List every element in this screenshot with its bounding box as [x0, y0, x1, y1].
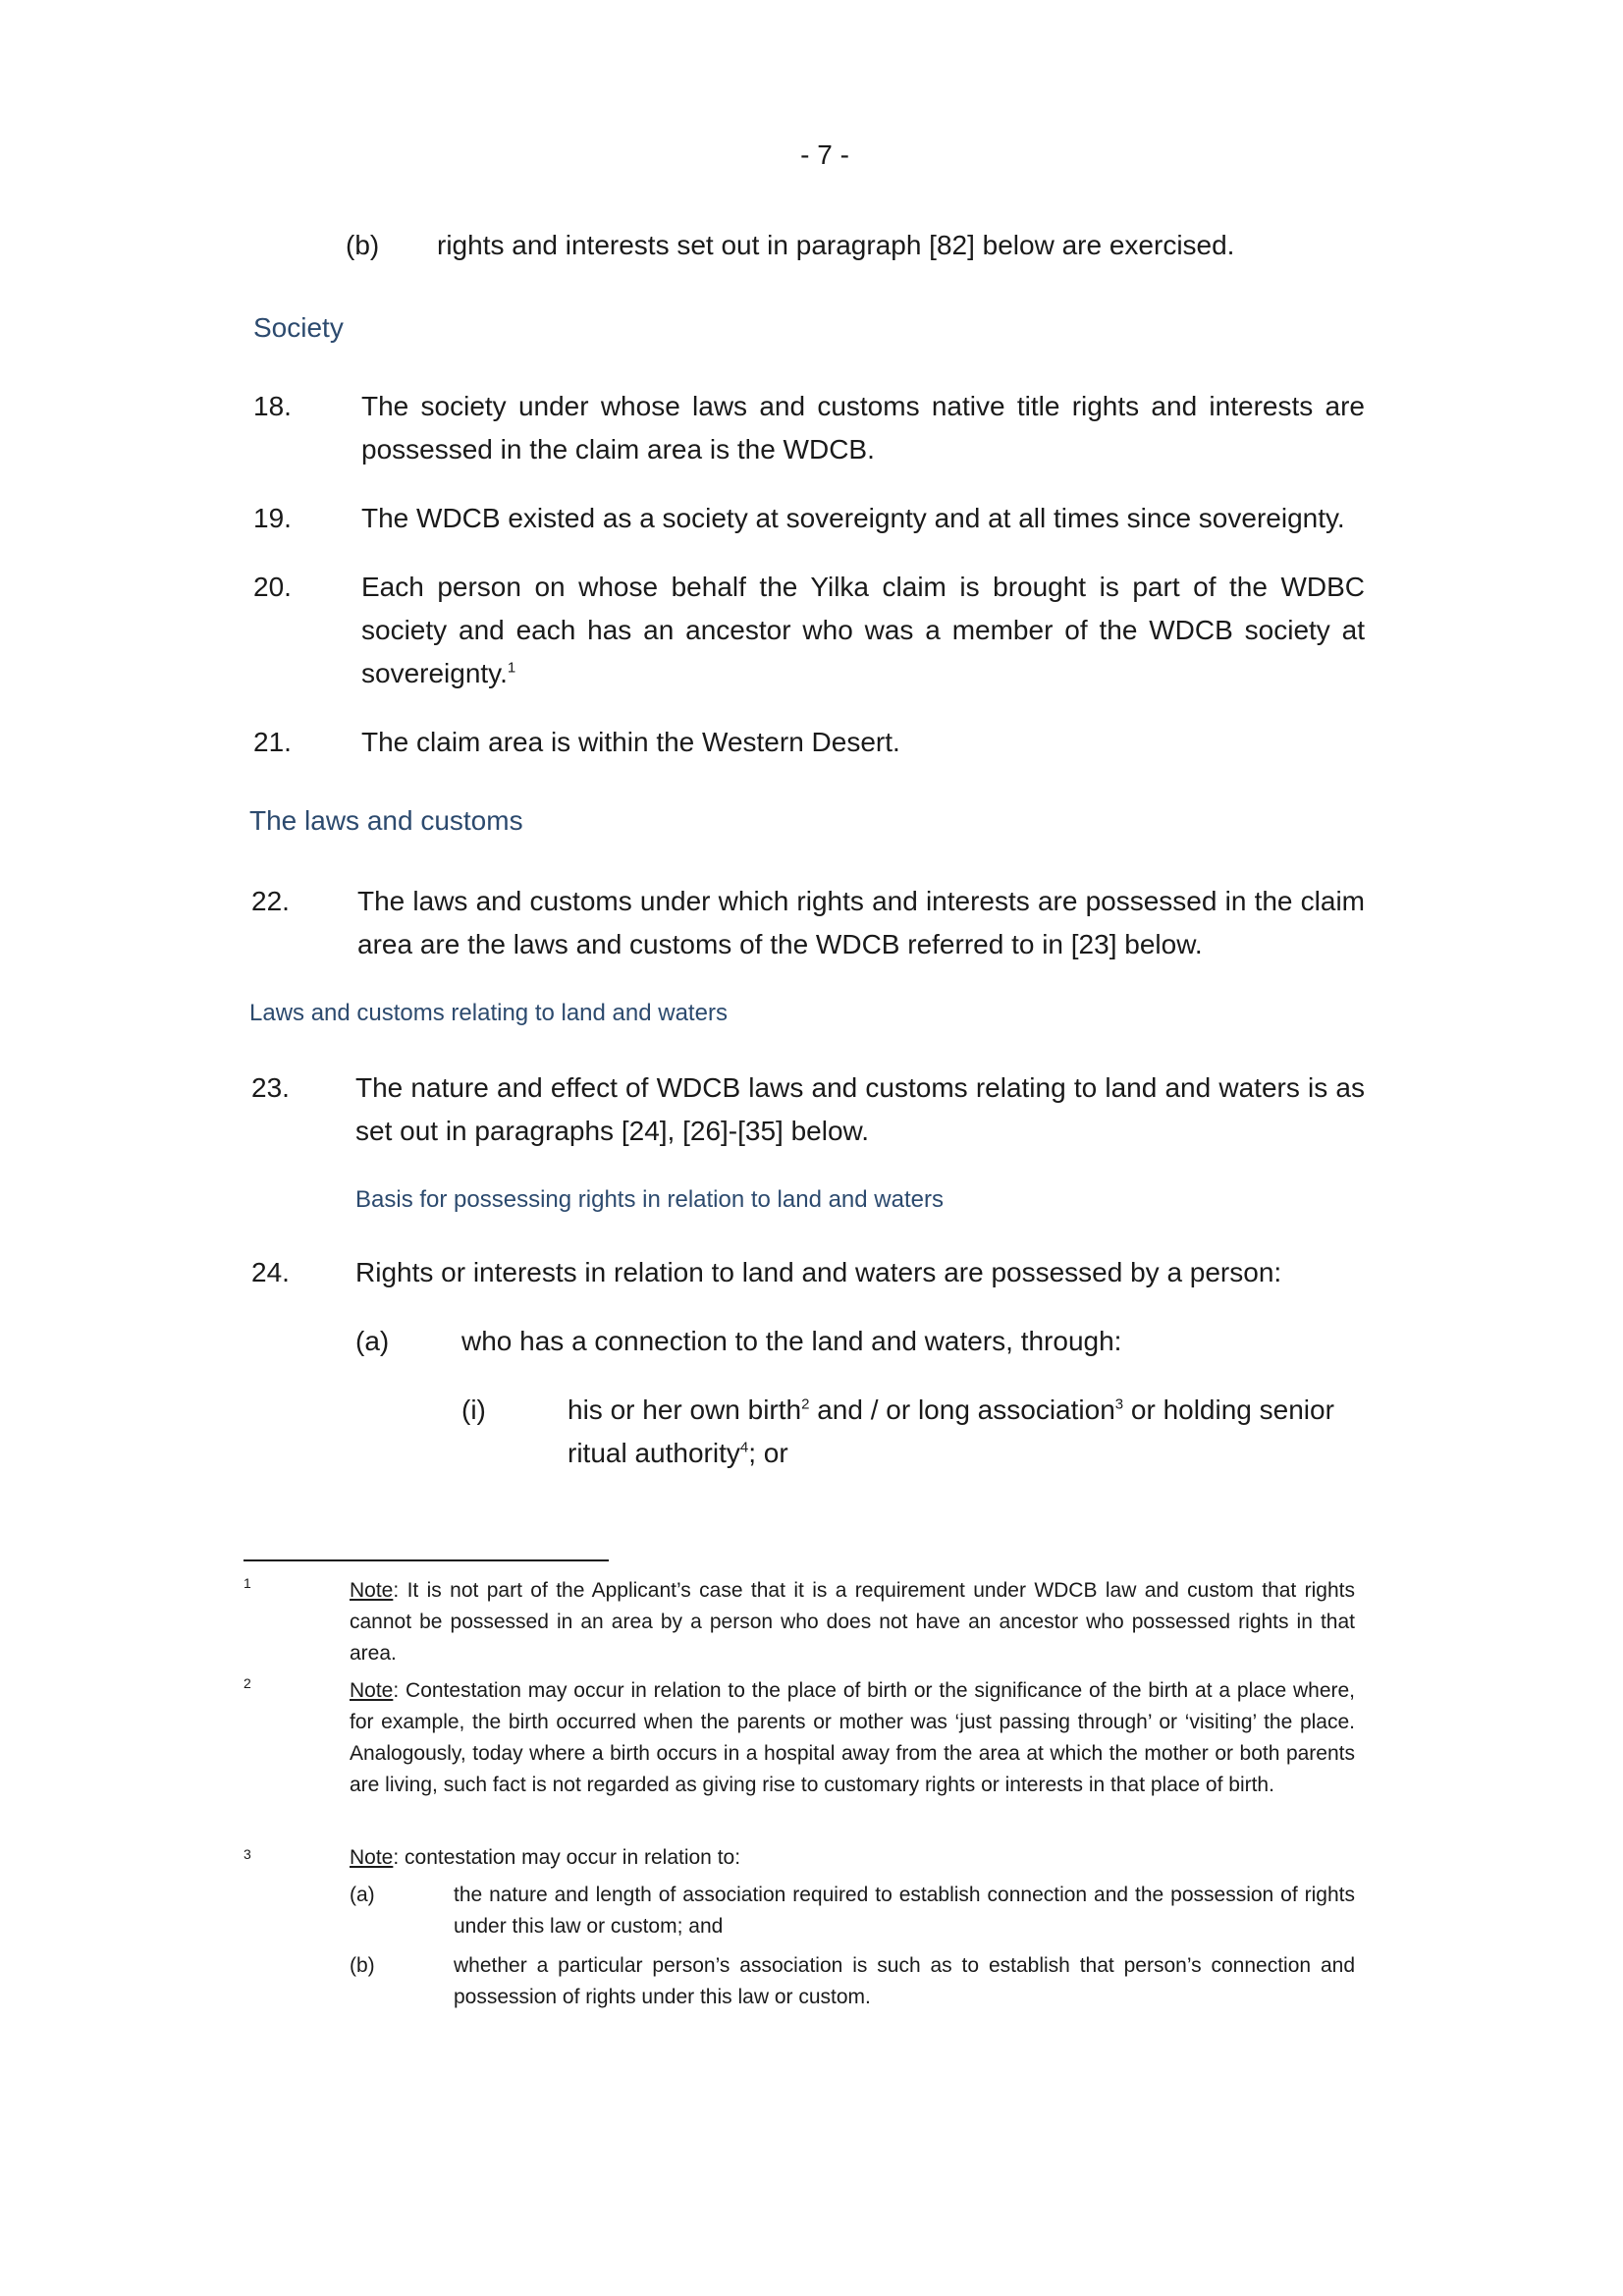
heading-laws-and-customs: The laws and customs [249, 805, 523, 836]
footnote-3b-text: whether a particular person’s association is such as to establish that person’s connection and possession of rights under this law or custom. [454, 1954, 1355, 2008]
page-number: - 7 - [800, 139, 849, 170]
para-22-number: 22. [251, 886, 290, 916]
subheading-land-and-waters: Laws and customs relating to land and waters [249, 1000, 728, 1026]
footnote-ref-4: 4 [739, 1439, 749, 1456]
footnote-3a-text: the nature and length of association required to establish connection and the possession of rights under this law or custom; and [454, 1884, 1355, 1938]
item-b-text: rights and interests set out in paragraph [82] below are exercised. [437, 230, 1235, 260]
para-23-number: 23. [251, 1072, 290, 1103]
para-24a-text: who has a connection to the land and waters, through: [461, 1326, 1122, 1356]
footnote-1-number: 1 [243, 1575, 251, 1591]
para-18-number: 18. [253, 391, 292, 421]
footnote-3-number: 3 [243, 1846, 251, 1862]
footnote-2-number: 2 [243, 1675, 251, 1691]
footnote-ref-1: 1 [507, 659, 516, 677]
para-20-text: Each person on whose behalf the Yilka claim is brought is part of the WDBC society and each has an ancestor who was a member of the WDCB society at sovereignty.$^1$ [361, 572, 1365, 688]
footnote-3b-label: (b) [350, 1954, 375, 1977]
para-24-number: 24. [251, 1257, 290, 1287]
item-b-label: (b) [346, 230, 380, 260]
para-22-text: The laws and customs under which rights and interests are possessed in the claim area are the laws and customs of the WDCB referred to in [23] below. [357, 886, 1365, 959]
para-19-text: The WDCB existed as a society at sovereignty and at all times since sovereignty. [361, 503, 1345, 533]
para-20-number: 20. [253, 572, 292, 602]
footnote-3a-label: (a) [350, 1884, 375, 1906]
heading-society: Society [253, 312, 344, 343]
footnote-separator [243, 1559, 609, 1561]
para-19-number: 19. [253, 503, 292, 533]
footnote-ref-2: 2 [801, 1395, 810, 1413]
para-24a-label: (a) [355, 1326, 390, 1356]
footnote-3-text: Note: contestation may occur in relation to: [350, 1846, 741, 1869]
para-18-text: The society under whose laws and customs native title rights and interests are possessed in the claim area is the WDCB. [361, 391, 1365, 465]
footnote-1-text: Note: It is not part of the Applicant’s case that it is a requirement under WDCB law and custom that rights cannot be possessed in an area by a person who does not have an ancestor who possessed rights in that area. [350, 1579, 1355, 1665]
para-23-text: The nature and effect of WDCB laws and customs relating to land and waters is as set out in paragraphs [24], [26]-[35] below. [355, 1072, 1365, 1146]
footnote-ref-3: 3 [1114, 1395, 1124, 1413]
subheading-basis: Basis for possessing rights in relation to land and waters [355, 1186, 944, 1213]
para-24ai-label: (i) [461, 1394, 486, 1425]
para-24ai-text: his or her own birth$^2$ and / or long association$^3$ or holding senior ritual authority$^4$; or [568, 1394, 1334, 1468]
footnote-2-text: Note: Contestation may occur in relation to the place of birth or the significance of the birth at a place where, for example, the birth occurred when the parents or mother was ‘just passing through’ or ‘visiting’ the place. Analogously, today where a birth occurs in a hospital away from the area at which the mother or both parents are living, such fact is not regarded as giving rise to customary rights or interests in that place of birth. [350, 1679, 1355, 1796]
para-21-text: The claim area is within the Western Desert. [361, 727, 900, 757]
para-21-number: 21. [253, 727, 292, 757]
para-24-text: Rights or interests in relation to land and waters are possessed by a person: [355, 1257, 1282, 1287]
